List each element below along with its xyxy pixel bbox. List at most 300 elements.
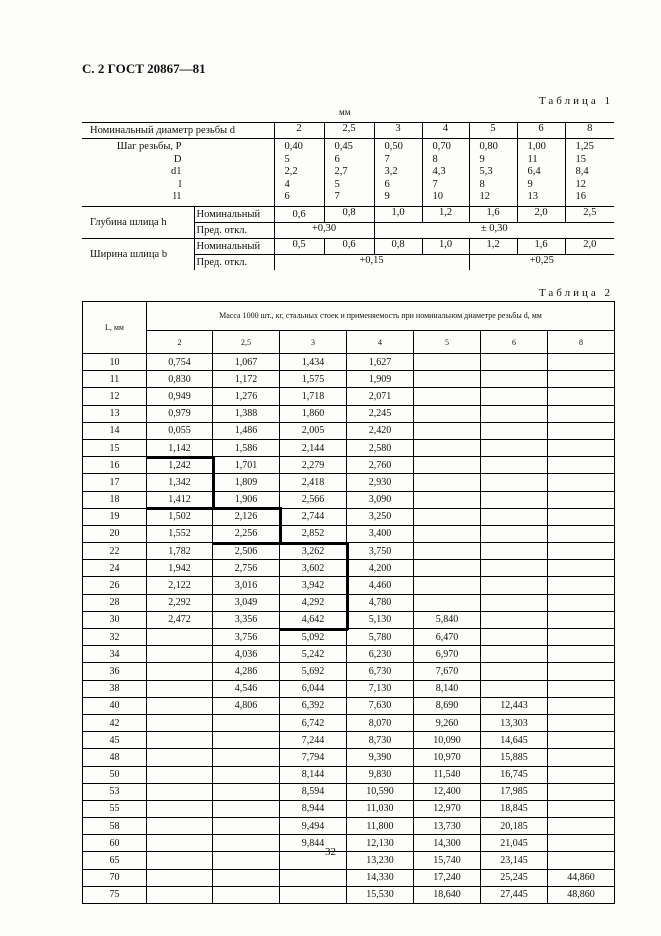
mass-cell: 0,979 — [147, 405, 213, 422]
length-cell: 19 — [83, 508, 147, 525]
table-row — [83, 543, 615, 560]
mass-cell: 1,276 — [213, 388, 280, 405]
table-row — [83, 766, 615, 783]
table-row — [83, 697, 615, 714]
mass-cell: 3,400 — [347, 525, 414, 542]
mass-cell: 2,005 — [280, 422, 347, 439]
mass-cell: 1,412 — [147, 491, 213, 508]
param-value: 13 — [527, 191, 539, 202]
mass-cell — [414, 371, 481, 388]
mass-cell: 3,750 — [347, 543, 414, 560]
mass-cell: 1,242 — [147, 457, 213, 474]
length-cell: 42 — [83, 714, 147, 731]
mass-cell: 25,245 — [481, 869, 548, 886]
mass-cell — [481, 594, 548, 611]
mass-cell — [481, 560, 548, 577]
mass-cell: 18,845 — [481, 800, 548, 817]
length-cell: 55 — [83, 800, 147, 817]
mass-cell — [548, 766, 615, 783]
param-value: 9 — [527, 178, 533, 190]
length-cell: 65 — [83, 852, 147, 869]
table-row — [83, 508, 615, 525]
depth-value: 0,8 — [342, 206, 356, 218]
mass-cell: 2,245 — [347, 405, 414, 422]
mass-cell — [414, 457, 481, 474]
table-row — [83, 800, 615, 817]
mass-cell — [548, 732, 615, 749]
depth-value: 2,5 — [583, 206, 597, 218]
param-value: 9 — [384, 191, 390, 202]
boundary-line — [279, 542, 348, 545]
table2-title: Таблица 2 — [538, 287, 613, 299]
param-value: 9 — [479, 153, 485, 165]
mass-cell — [548, 457, 615, 474]
param-label: Шаг резьбы, P — [116, 141, 182, 152]
mass-cell — [548, 491, 615, 508]
mass-cell: 2,122 — [147, 577, 213, 594]
mass-cell — [414, 525, 481, 542]
length-cell: 53 — [83, 783, 147, 800]
mass-cell — [548, 646, 615, 663]
mass-header: Масса 1000 шт., кг, стальных стоек и применяемость при номинальном диаметре резьбы d, мм — [147, 302, 615, 331]
table-row — [83, 525, 615, 542]
length-cell: 38 — [83, 680, 147, 697]
length-cell: 10 — [83, 354, 147, 371]
length-cell: 28 — [83, 594, 147, 611]
mass-cell — [414, 439, 481, 456]
tolerance-label: Пред. откл. — [196, 224, 248, 236]
diameter-cell: 2,5 — [342, 123, 356, 134]
param-value: 0,45 — [334, 141, 353, 152]
mass-cell — [548, 577, 615, 594]
mass-cell: 1,486 — [213, 422, 280, 439]
mass-cell — [213, 732, 280, 749]
mass-cell: 1,388 — [213, 405, 280, 422]
mass-cell — [213, 886, 280, 903]
mass-cell: 2,852 — [280, 525, 347, 542]
length-cell: 26 — [83, 577, 147, 594]
column-header: 6 — [481, 331, 548, 354]
mass-cell: 2,071 — [347, 388, 414, 405]
mass-cell — [481, 508, 548, 525]
mass-cell: 8,594 — [280, 783, 347, 800]
mass-cell: 7,630 — [347, 697, 414, 714]
depth-value: 1,6 — [486, 206, 500, 218]
mass-cell: 12,130 — [347, 835, 414, 852]
mass-cell: 9,260 — [414, 714, 481, 731]
mass-cell: 13,230 — [347, 852, 414, 869]
table1-header-row — [82, 123, 614, 139]
mass-cell: 1,552 — [147, 525, 213, 542]
width-value: 0,8 — [391, 238, 405, 250]
table-row — [83, 818, 615, 835]
mass-cell: 27,445 — [481, 886, 548, 903]
page-header: С. 2 ГОСТ 20867—81 — [82, 61, 206, 76]
mass-cell: 1,502 — [147, 508, 213, 525]
mass-cell — [548, 525, 615, 542]
mass-cell — [548, 800, 615, 817]
depth-value: 1,0 — [391, 206, 405, 218]
mass-table-body — [83, 354, 615, 904]
mass-cell: 10,090 — [414, 732, 481, 749]
width-tolerance: +0,25 — [529, 254, 554, 266]
length-cell: 45 — [83, 732, 147, 749]
mass-cell: 2,580 — [347, 439, 414, 456]
length-cell: 22 — [83, 543, 147, 560]
table-row — [83, 439, 615, 456]
mass-cell: 5,242 — [280, 646, 347, 663]
table-row — [83, 663, 615, 680]
depth-tolerance: +0,30 — [311, 222, 337, 234]
table-row — [83, 457, 615, 474]
param-value: 12 — [575, 178, 587, 190]
table-row — [83, 732, 615, 749]
table-row — [83, 474, 615, 491]
mass-cell: 2,420 — [347, 422, 414, 439]
mass-cell: 44,860 — [548, 869, 615, 886]
depth-value: 1,2 — [438, 206, 453, 218]
table-row — [83, 577, 615, 594]
param-value: 8,4 — [575, 166, 589, 177]
param-value: 7 — [334, 191, 340, 202]
mass-cell: 3,356 — [213, 611, 280, 628]
param-value: 1,25 — [575, 141, 594, 152]
l-header: L, мм — [83, 302, 147, 354]
table-row — [83, 869, 615, 886]
mass-cell — [481, 491, 548, 508]
mass-cell: 6,230 — [347, 646, 414, 663]
table-row — [83, 354, 615, 371]
diameter-cell: 6 — [538, 123, 544, 134]
length-cell: 32 — [83, 629, 147, 646]
thread-dimensions-table — [82, 122, 614, 270]
mass-cell: 6,392 — [280, 697, 347, 714]
boundary-line — [212, 507, 281, 510]
param-label: D — [173, 153, 182, 165]
mass-cell: 1,909 — [347, 371, 414, 388]
mass-cell: 7,670 — [414, 663, 481, 680]
mass-cell — [548, 714, 615, 731]
table-row — [83, 646, 615, 663]
mass-cell — [147, 663, 213, 680]
diameter-cell: 4 — [442, 123, 449, 134]
diameter-cell: 5 — [490, 123, 496, 134]
mass-cell: 15,740 — [414, 852, 481, 869]
mass-cell: 4,286 — [213, 663, 280, 680]
table-row — [83, 886, 615, 903]
mass-cell: 2,506 — [213, 543, 280, 560]
mass-cell — [481, 371, 548, 388]
column-header: 2,5 — [213, 331, 280, 354]
mass-cell — [548, 818, 615, 835]
mass-cell: 1,942 — [147, 560, 213, 577]
mass-cell — [481, 525, 548, 542]
length-cell: 34 — [83, 646, 147, 663]
table1-diameter-label: Номинальный диаметр резьбы d — [90, 125, 235, 136]
mass-cell — [548, 388, 615, 405]
mass-cell — [481, 388, 548, 405]
param-label: l1 — [173, 191, 182, 202]
depth-nominal-row — [82, 206, 614, 222]
mass-cell: 2,279 — [280, 457, 347, 474]
mass-cell — [213, 783, 280, 800]
boundary-line — [212, 456, 215, 510]
mass-cell — [147, 629, 213, 646]
mass-cell — [548, 749, 615, 766]
mass-cell — [414, 388, 481, 405]
tolerance-label: Пред. откл. — [196, 256, 248, 268]
mass-cell: 1,627 — [347, 354, 414, 371]
mass-cell — [481, 629, 548, 646]
diameter-cell: 2 — [296, 123, 302, 134]
param-value: 0,70 — [432, 141, 451, 152]
mass-cell: 13,303 — [481, 714, 548, 731]
mass-cell: 8,730 — [347, 732, 414, 749]
mass-cell: 9,844 — [280, 835, 347, 852]
mass-cell — [548, 474, 615, 491]
table-row — [83, 371, 615, 388]
param-label: d1 — [171, 166, 182, 177]
table-row — [83, 714, 615, 731]
param-value: 6,4 — [527, 166, 541, 177]
mass-cell: 2,756 — [213, 560, 280, 577]
mass-cell — [414, 422, 481, 439]
mass-cell — [548, 405, 615, 422]
mass-cell: 9,494 — [280, 818, 347, 835]
length-cell: 11 — [83, 371, 147, 388]
mass-cell: 3,049 — [213, 594, 280, 611]
param-value: 6 — [284, 191, 290, 202]
mass-cell: 5,780 — [347, 629, 414, 646]
mass-cell: 10,970 — [414, 749, 481, 766]
length-cell: 40 — [83, 697, 147, 714]
table-row — [83, 629, 615, 646]
mass-cell: 1,718 — [280, 388, 347, 405]
mass-cell: 2,144 — [280, 439, 347, 456]
mass-cell: 8,070 — [347, 714, 414, 731]
length-cell: 48 — [83, 749, 147, 766]
param-value: 8 — [479, 178, 485, 190]
param-value: 11 — [527, 153, 538, 165]
mass-cell — [481, 543, 548, 560]
mass-cell — [147, 749, 213, 766]
mass-cell — [147, 869, 213, 886]
mass-cell: 5,130 — [347, 611, 414, 628]
table-row — [83, 405, 615, 422]
param-value: 1,00 — [527, 141, 546, 152]
width-value: 0,6 — [342, 238, 356, 250]
param-value: 6 — [334, 153, 340, 165]
mass-cell — [548, 439, 615, 456]
mass-cell: 6,470 — [414, 629, 481, 646]
mass-cell — [548, 371, 615, 388]
length-cell: 12 — [83, 388, 147, 405]
depth-label: Глубина шлица h — [90, 216, 167, 228]
mass-cell: 11,800 — [347, 818, 414, 835]
depth-value: 2,0 — [534, 206, 548, 218]
width-value: 1,0 — [438, 238, 453, 250]
param-value: 12 — [479, 191, 491, 202]
param-value: 8 — [432, 153, 438, 165]
mass-cell: 21,045 — [481, 835, 548, 852]
mass-cell: 16,745 — [481, 766, 548, 783]
mass-cell: 15,885 — [481, 749, 548, 766]
mass-cell: 8,690 — [414, 697, 481, 714]
param-value: 3,2 — [384, 166, 398, 177]
param-value: 5 — [334, 178, 340, 190]
boundary-line — [146, 507, 214, 510]
table-row — [83, 611, 615, 628]
mass-cell — [481, 457, 548, 474]
mass-cell: 0,055 — [147, 422, 213, 439]
length-cell: 60 — [83, 835, 147, 852]
table1-title: Таблица 1 — [538, 95, 613, 107]
mass-cell — [147, 680, 213, 697]
mass-cell — [414, 354, 481, 371]
mass-cell: 12,970 — [414, 800, 481, 817]
mass-cell: 1,782 — [147, 543, 213, 560]
mass-cell: 1,575 — [280, 371, 347, 388]
width-tolerance: +0,15 — [359, 254, 384, 266]
nominal-label: Номинальный — [196, 240, 261, 252]
mass-cell: 2,418 — [280, 474, 347, 491]
mass-cell — [414, 405, 481, 422]
mass-cell: 1,434 — [280, 354, 347, 371]
mass-cell — [481, 405, 548, 422]
diameter-cell: 8 — [587, 123, 593, 134]
mass-cell: 9,830 — [347, 766, 414, 783]
table-row — [83, 560, 615, 577]
mass-cell: 15,530 — [347, 886, 414, 903]
mass-cell: 4,806 — [213, 697, 280, 714]
mass-cell: 1,342 — [147, 474, 213, 491]
mass-cell — [481, 577, 548, 594]
mass-cell — [213, 869, 280, 886]
mass-cell: 2,760 — [347, 457, 414, 474]
mass-cell: 1,701 — [213, 457, 280, 474]
mass-cell: 14,645 — [481, 732, 548, 749]
mass-cell — [548, 594, 615, 611]
mass-cell — [414, 594, 481, 611]
length-cell: 14 — [83, 422, 147, 439]
width-value: 1,6 — [534, 238, 548, 250]
mass-cell — [147, 800, 213, 817]
mass-cell: 1,906 — [213, 491, 280, 508]
mass-table — [82, 301, 615, 904]
mass-cell: 5,840 — [414, 611, 481, 628]
mass-cell — [548, 663, 615, 680]
mass-cell — [147, 783, 213, 800]
param-value: 10 — [432, 191, 444, 202]
mass-cell: 2,126 — [213, 508, 280, 525]
mass-cell: 20,185 — [481, 818, 548, 835]
mass-cell: 1,067 — [213, 354, 280, 371]
mass-cell — [548, 543, 615, 560]
table-row — [83, 388, 615, 405]
width-label: Ширина шлица b — [90, 248, 168, 260]
mass-cell — [548, 697, 615, 714]
mass-cell: 11,540 — [414, 766, 481, 783]
mass-cell — [481, 663, 548, 680]
mass-cell: 1,586 — [213, 439, 280, 456]
mass-cell: 4,036 — [213, 646, 280, 663]
table-row — [83, 422, 615, 439]
param-value: 6 — [384, 178, 390, 190]
table-row — [83, 749, 615, 766]
mass-cell — [213, 818, 280, 835]
length-cell: 20 — [83, 525, 147, 542]
mass-cell — [414, 560, 481, 577]
mass-cell: 2,256 — [213, 525, 280, 542]
mass-cell: 14,330 — [347, 869, 414, 886]
param-value: 4 — [284, 178, 290, 190]
mass-cell: 17,240 — [414, 869, 481, 886]
mass-cell: 6,742 — [280, 714, 347, 731]
nominal-label: Номинальный — [196, 208, 261, 220]
mass-cell: 10,590 — [347, 783, 414, 800]
mass-cell — [147, 818, 213, 835]
mass-cell: 1,860 — [280, 405, 347, 422]
width-value: 1,2 — [486, 238, 500, 250]
column-header: 4 — [347, 331, 414, 354]
mass-cell: 5,092 — [280, 629, 347, 646]
param-value: 0,80 — [479, 141, 498, 152]
mass-cell: 2,744 — [280, 508, 347, 525]
mass-cell — [481, 439, 548, 456]
table-row — [83, 783, 615, 800]
mass-cell — [481, 646, 548, 663]
mass-cell — [414, 577, 481, 594]
table2-diameter-row — [83, 331, 615, 354]
param-value: 5 — [284, 153, 290, 165]
param-value: 7 — [432, 178, 438, 190]
mass-cell — [147, 697, 213, 714]
mass-cell — [147, 886, 213, 903]
boundary-line — [346, 542, 349, 630]
diameter-cell: 3 — [395, 123, 401, 134]
mass-cell: 4,292 — [280, 594, 347, 611]
mass-cell: 7,244 — [280, 732, 347, 749]
mass-cell: 14,300 — [414, 835, 481, 852]
depth-value: 0,6 — [292, 208, 306, 220]
length-cell: 30 — [83, 611, 147, 628]
mass-cell — [147, 766, 213, 783]
mass-cell: 48,860 — [548, 886, 615, 903]
mass-cell: 4,546 — [213, 680, 280, 697]
mass-cell — [548, 422, 615, 439]
mass-cell: 3,090 — [347, 491, 414, 508]
column-header: 2 — [147, 331, 213, 354]
mass-cell: 23,145 — [481, 852, 548, 869]
mass-cell: 1,809 — [213, 474, 280, 491]
mass-cell — [548, 783, 615, 800]
table2-header-row — [83, 302, 615, 331]
mass-cell: 6,970 — [414, 646, 481, 663]
length-cell: 13 — [83, 405, 147, 422]
param-value: 2,2 — [284, 166, 298, 177]
mass-cell — [147, 732, 213, 749]
mass-cell: 3,602 — [280, 560, 347, 577]
length-cell: 18 — [83, 491, 147, 508]
mass-cell — [213, 766, 280, 783]
mass-cell — [548, 560, 615, 577]
mass-cell — [481, 474, 548, 491]
mass-cell — [280, 869, 347, 886]
param-value: 5,3 — [479, 166, 493, 177]
length-cell: 50 — [83, 766, 147, 783]
mass-cell: 9,390 — [347, 749, 414, 766]
mass-cell — [414, 508, 481, 525]
